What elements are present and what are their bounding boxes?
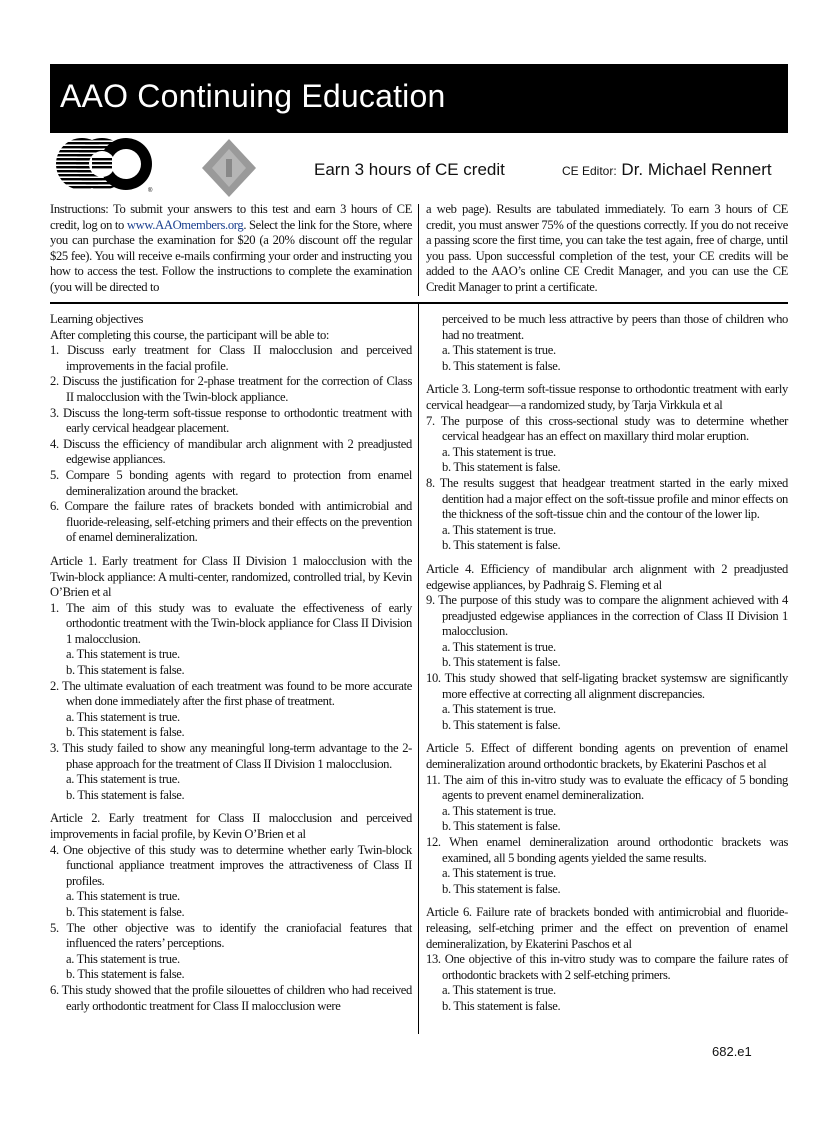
section-heading: Article 1. Early treatment for Class II Division 1 malocclusion with the Twin-block appliance: A multi-center, randomized, controlled trial, by Kevin O’Brien et al [50,553,412,600]
question-item: 5. Compare 5 bonding agents with regard to protection from enamel demineralization around the bracket. [50,467,412,498]
question-item: 4. Discuss the efficiency of mandibular arch alignment with 2 preadjusted edgewise appliances. [50,436,412,467]
answer-option[interactable]: a. This statement is true. [66,889,180,904]
answer-option[interactable]: b. This statement is false. [442,881,561,896]
question-item: 3. This study failed to show any meaningful long-term advantage to the 2-phase approach for the treatment of Class II Division 1 malocclusion. [50,741,412,771]
column-divider [418,304,419,1034]
question-item: 1. Discuss early treatment for Class II malocclusion and perceived improvements in the facial profile. [50,343,412,373]
question-item: 2. The ultimate evaluation of each treatment was found to be more accurate when done immediately after the first phase of treatment. [50,678,412,709]
question-item: 1. The aim of this study was to evaluate the effectiveness of early orthodontic treatment with the Twin-block appliance for Class II Division 1 malocclusion. [50,600,412,646]
section-heading: Article 3. Long-term soft-tissue response to orthodontic treatment with early cervical headgear—a randomized study, by Tarja Virkkula et al [426,382,788,412]
question-item: 8. The results suggest that headgear treatment started in the early mixed dentition had a major effect on the soft-tissue profile and minor effects on the thickness of the soft-tissue chin and the contour of the lower lip. [426,475,788,522]
section-heading: Article 6. Failure rate of brackets bonded with antimicrobial and fluoride-releasing, self-etching primer and the effect on prevention of enamel demineralization, by Ekaterini Paschos et al [426,905,788,951]
column-divider [418,204,419,296]
answer-option[interactable]: a. This statement is true. [442,803,556,818]
answer-option[interactable]: b. This statement is false. [442,717,561,732]
editor-label: CE Editor: [562,164,617,178]
answer-option[interactable]: b. This statement is false. [66,663,185,678]
answer-option[interactable]: a. This statement is true. [66,951,180,966]
question-item: 5. The other objective was to identify the craniofacial features that influenced the raters’ perceptions. [50,920,412,951]
answer-option[interactable]: b. This statement is false. [66,787,185,802]
section-heading: Article 2. Early treatment for Class II malocclusion and perceived improvements in facial profile, by Kevin O’Brien et al [50,811,412,841]
aao-members-link[interactable]: www.AAOmembers.org [126,217,244,232]
section-heading: Article 4. Efficiency of mandibular arch alignment with 2 preadjusted edgewise appliances, by Padhraig S. Fleming et al [426,561,788,592]
answer-option[interactable]: b. This statement is false. [442,998,561,1013]
answer-option[interactable]: b. This statement is false. [442,655,561,670]
earn-credit-text: Earn 3 hours of CE credit [314,160,505,179]
left-column [50,312,412,1014]
question-item: 6. This study showed that the profile silouettes of children who had received early orthodontic treatment for Class II malocclusion were [50,982,412,1013]
question-item: 6. Compare the failure rates of brackets bonded with antimicrobial and fluoride-releasing, self-etching primers and their effects on the prevention of enamel demineralization. [50,499,412,545]
answer-option[interactable]: a. This statement is true. [66,772,180,787]
answer-option[interactable]: a. This statement is true. [442,702,556,717]
question-item: 13. One objective of this in-vitro study was to compare the failure rates of orthodontic brackets with 2 self-etching primers. [426,952,788,982]
instructions-right: a web page). Results are tabulated immediately. To earn 3 hours of CE credit, you must answer 75% of the questions correctly. If you do not receive a passing score the first time, you can take the test again, free of charge, until you pass. Upon successful completion of the test, your CE credits will be added to the AAO’s online CE Credit Manager, and you can use the CE Credit Manager to print a certificate. [426,202,788,294]
aao-logo-icon [52,138,156,194]
question-item: 10. This study showed that self-ligating bracket systemsw are significantly more effective at correcting all alignment discrepancies. [426,671,788,701]
answer-option[interactable]: a. This statement is true. [442,866,556,881]
answer-option[interactable]: a. This statement is true. [442,343,556,358]
question-item: 7. The purpose of this cross-sectional study was to determine whether cervical headgear has an effect on maxillary third molar eruption. [426,413,788,444]
answer-option[interactable]: a. This statement is true. [442,639,556,654]
page-number: 682.e1 [712,1044,752,1059]
answer-option[interactable]: b. This statement is false. [442,819,561,834]
question-continuation: perceived to be much less attractive by peers than those of children who had no treatment. [442,312,788,342]
ce-diamond-emblem-icon [198,137,260,199]
question-item: 12. When enamel demineralization around orthodontic brackets was examined, all 5 bonding agents yielded the same results. [426,835,788,865]
answer-option[interactable]: a. This statement is true. [442,983,556,998]
answer-option[interactable]: b. This statement is false. [66,904,185,919]
question-item: 3. Discuss the long-term soft-tissue response to orthodontic treatment with early cervical headgear placement. [50,405,412,436]
paragraph: After completing this course, the participant will be able to: [50,327,330,342]
answer-option[interactable]: b. This statement is false. [442,460,561,475]
header-banner [50,64,788,133]
answer-option[interactable]: b. This statement is false. [442,358,561,373]
answer-option[interactable]: a. This statement is true. [66,709,180,724]
question-item: 2. Discuss the justification for 2-phase treatment for the correction of Class II malocclusion with the Twin-block appliance. [50,374,412,404]
instructions-text-cont: . Select the link for the Store, where you can purchase the examination for $20 (a 20% discount off the regular $25 fee). You will receive e-mails confirming your order and instructing you how to access the test. Follow the instructions to complete the examination (you will be directed to [50,217,413,294]
answer-option[interactable]: a. This statement is true. [66,647,180,662]
answer-option[interactable]: a. This statement is true. [442,522,556,537]
right-column [426,312,788,1015]
banner-title: AAO Continuing Education [60,78,446,114]
question-item: 4. One objective of this study was to determine whether early Twin-block functional appliance treatment improves the attractiveness of Class II profiles. [50,842,412,888]
instructions-left [50,202,412,296]
ce-editor [562,160,772,180]
instructions-text: Instructions: To submit your answers to this test and earn 3 hours of CE credit, log on to [50,202,412,232]
question-item: 9. The purpose of this study was to compare the alignment achieved with 4 preadjusted edgewise appliances in the correction of Class II Division 1 malocclusion. [426,593,788,639]
svg-text:®: ® [148,188,153,194]
question-item: 11. The aim of this in-vitro study was to evaluate the efficacy of 5 bonding agents to prevent enamel demineralization. [426,772,788,803]
section-heading: Learning objectives [50,312,144,326]
section-rule [50,302,788,304]
answer-option[interactable]: b. This statement is false. [66,967,185,982]
section-heading: Article 5. Effect of different bonding agents on prevention of enamel demineralization around orthodontic brackets, by Ekaterini Paschos et al [426,741,788,772]
editor-name: Dr. Michael Rennert [621,160,772,179]
answer-option[interactable]: a. This statement is true. [442,444,556,459]
answer-option[interactable]: b. This statement is false. [66,725,185,740]
answer-option[interactable]: b. This statement is false. [442,538,561,553]
